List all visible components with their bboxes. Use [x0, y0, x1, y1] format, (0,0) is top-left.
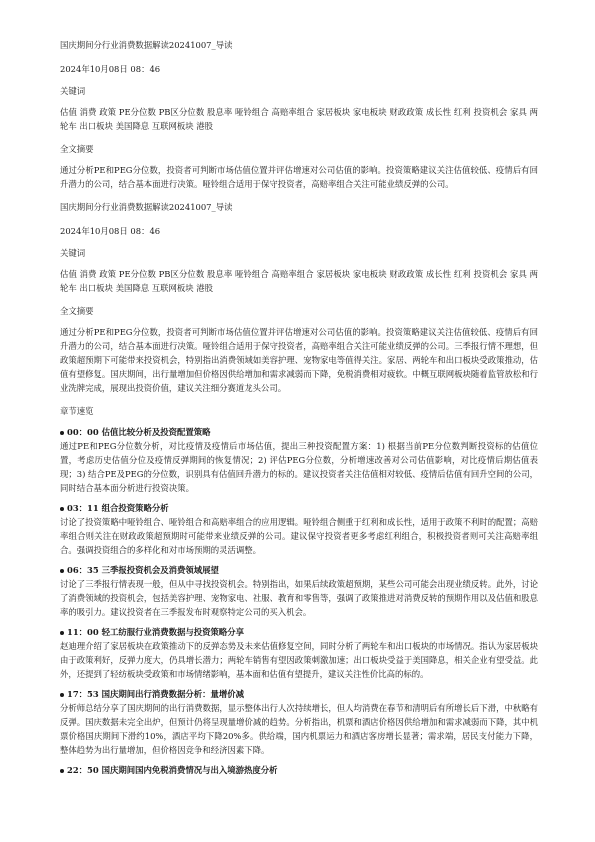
- summary-heading-repeat: 全文摘要: [60, 306, 94, 316]
- summary-heading: 全文摘要: [60, 144, 94, 154]
- chapters-heading: 章节速览: [60, 406, 94, 416]
- chapter-item: [60, 625, 538, 681]
- chapter-body: 通过PE和PEG分位数分析，对比疫情及疫情后市场估值，提出三种投资配置方案：1) 根据当前PE分位数判断投资标的估值位置，考虑历史估值分位及疫情反弹期间的恢复情况；2) 评估PEG分位数，分析增速改善对公司估值影响，对比疫情后期估值表现；3) 结合PE及PEG的分位数，识别具有估值回升潜力的标的。建议投资者关注估值相对较低、疫情后估值有回升空间的公司，同时结合基本面分析进行投资决策。: [60, 441, 538, 493]
- bullet-icon: [60, 693, 64, 697]
- document-page: [60, 38, 538, 777]
- chapter-item: [60, 687, 538, 757]
- bullet-icon: [60, 507, 64, 511]
- doc-date: 2024年10月08日 08：46: [60, 64, 161, 74]
- chapter-item: [60, 425, 538, 495]
- chapter-body: 分析师总结分享了国庆期间的出行消费数据，显示整体出行人次持续增长，但人均消费在春节和清明后有所增长后下滑，中秋略有反弹。国庆数据未完全出炉，但预计仍将呈现量增价减的趋势。分析指出，机票和酒店价格因供给增加和需求减弱而下降，其中机票价格国庆期间下滑约10%，酒店平均下降20%多。供给端，国内机票运力和酒店客房增长显著；需求端，居民支付能力下降，整体趋势为出行量增加，但价格因竞争和经济因素下降。: [60, 703, 538, 755]
- chapter-body: 讨论了投资策略中哑铃组合、哑铃组合和高赔率组合的应用逻辑。哑铃组合侧重于红利和成长性，适用于政策不利时的配置；高赔率组合则关注在财政政策超预期时可能带来业绩反弹的公司。建议保守投资者更多考虑红利组合，积极投资者则可关注高赔率组合。强调投资组合的多样化和对市场预期的灵活调整。: [60, 517, 538, 555]
- chapter-item: [60, 501, 538, 557]
- chapter-body: 赵迪理介绍了家居板块在政策推动下的反弹态势及未来估值修复空间，同时分析了两轮车和出口板块的市场情况。指认为家居板块由于政策利好，反弹力度大，仍具增长潜力；两轮车销售有望因政策刺激加速；出口板块受益于美国降息，相关企业有望受益。此外，还提到了轻纺板块受政策和市场情绪影响，基本面和估值有望提升，建议关注性价比高的标的。: [60, 641, 538, 679]
- doc-title-repeat: 国庆期间分行业消费数据解读20241007_导读: [60, 202, 233, 212]
- bullet-icon: [60, 631, 64, 635]
- bullet-icon: [60, 569, 64, 573]
- keywords-heading-repeat: 关键词: [60, 248, 86, 258]
- keywords-heading: 关键词: [60, 86, 86, 96]
- bullet-icon: [60, 431, 64, 435]
- chapter-title: 22：50 国庆期间国内免税消费情况与出入境游热度分析: [67, 765, 278, 775]
- keywords-text: 估值 消费 政策 PE分位数 PB区分位数 股息率 哑铃组合 高赔率组合 家居板块 家电板块 财政政策 成长性 红利 投资机会 家具 两轮车 出口板块 美国降息 互联网板块 港股: [60, 107, 538, 131]
- summary-text-repeat: 通过分析PE和PEG分位数，投资者可判断市场估值位置并评估增速对公司估值的影响。投资策略建议关注估值较低、疫情后有回升潜力的公司，结合基本面进行决策。哑铃组合适用于保守投资者，高赔率组合关注可能业绩反弹的公司。三季报行情不理想，但政策超预期下可能带来投资机会，特别指出消费领域如美容护理、宠物家电等值得关注。家居、两轮车和出口板块受政策推动，估值有望修复。国庆期间，出行量增加但价格因供给增加和需求减弱而下降，免税消费相对疲软。中概互联网板块随着监管放松和行业洗牌完成，展现出投资价值，建议关注细分赛道龙头公司。: [60, 327, 538, 393]
- chapter-title: 17：53 国庆期间出行消费数据分析：量增价减: [67, 689, 244, 699]
- doc-title: 国庆期间分行业消费数据解读20241007_导读: [60, 40, 233, 50]
- doc-date-repeat: 2024年10月08日 08：46: [60, 226, 161, 236]
- chapter-body: 讨论了三季报行情表现一般，但从中寻找投资机会。特别指出，如果后续政策超预期，某些公司可能会出现业绩反转。此外，讨论了消费领域的投资机会，包括美容护理、宠物家电、社服、教育和零售等，强调了政策推进对消费反转的预期作用以及估值和股息率的吸引力。建议投资者在三季报发布时观察特定公司的买入机会。: [60, 579, 538, 617]
- bullet-icon: [60, 769, 64, 773]
- chapter-title: 03：11 组合投资策略分析: [67, 503, 169, 513]
- chapter-item: [60, 563, 538, 619]
- chapter-title: 06：35 三季报投资机会及消费领域展望: [67, 565, 219, 575]
- chapter-title: 00：00 估值比较分析及投资配置策略: [67, 427, 211, 437]
- keywords-text-repeat: 估值 消费 政策 PE分位数 PB区分位数 股息率 哑铃组合 高赔率组合 家居板块 家电板块 财政政策 成长性 红利 投资机会 家具 两轮车 出口板块 美国降息 互联网板块 港股: [60, 269, 538, 293]
- chapter-item: [60, 763, 538, 777]
- summary-text: 通过分析PE和PEG分位数，投资者可判断市场估值位置并评估增速对公司估值的影响。投资策略建议关注估值较低、疫情后有回升潜力的公司，结合基本面进行决策。哑铃组合适用于保守投资者，高赔率组合关注可能业绩反弹的公司。: [60, 165, 538, 189]
- chapter-title: 11：00 轻工纺服行业消费数据与投资策略分享: [67, 627, 244, 637]
